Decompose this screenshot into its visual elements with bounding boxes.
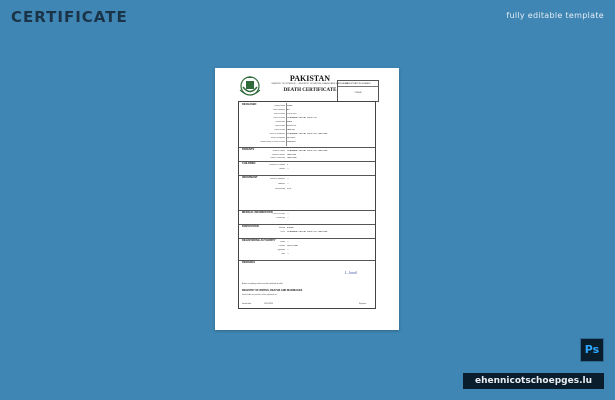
section-parents: PARENTS bbox=[242, 148, 255, 151]
field-value: 12/07/2023 bbox=[287, 113, 297, 115]
field-label: Date of Birth bbox=[275, 125, 285, 127]
field-label: Usual Occupation bbox=[270, 137, 285, 139]
field-value: MARRIED bbox=[287, 141, 296, 143]
field-value: KHAN bbox=[287, 105, 293, 107]
field-label: Place of Birth bbox=[274, 129, 285, 131]
field-label: Relationship bbox=[275, 188, 285, 190]
certificate-document bbox=[215, 68, 399, 330]
field-value: — bbox=[287, 178, 289, 180]
field-label: Address bbox=[278, 183, 285, 185]
photoshop-icon: Ps bbox=[580, 338, 604, 362]
field-value: RETIRED bbox=[287, 137, 296, 139]
field-label: Date of Death bbox=[273, 113, 285, 115]
page-title: CERTIFICATE bbox=[11, 8, 128, 26]
field-label: Signature bbox=[277, 249, 285, 251]
field-value: ISLAMABAD CAPITAL TERRITORY, PAKISTAN bbox=[287, 133, 328, 135]
page-subtitle: fully editable template bbox=[506, 11, 604, 20]
website-watermark: ehennicotschoepges.lu bbox=[463, 373, 604, 389]
section-remarks: REMARKS bbox=[242, 261, 256, 264]
registry-name: REGISTRY OF BIRTHS, DEATHS AND MARRIAGES bbox=[242, 289, 303, 292]
field-value: — bbox=[287, 183, 289, 185]
field-value: — bbox=[287, 249, 289, 251]
field-value: 03/02/1951 bbox=[287, 125, 297, 127]
fine-print: Issued under the provisions of the registration act. bbox=[242, 295, 278, 296]
ministry-line: MINISTRY OF INTERIOR — REGISTRY OF BIRTHS, DEATHS AND MARRIAGES bbox=[271, 83, 349, 85]
section-divider bbox=[239, 161, 375, 162]
issued-date-label: Issued date bbox=[242, 303, 252, 305]
pakistan-emblem-icon bbox=[237, 74, 263, 98]
section-deceased: DECEASED bbox=[242, 103, 257, 106]
field-value: — bbox=[287, 217, 289, 219]
section-disposition: DISPOSITION bbox=[242, 225, 259, 228]
field-label: Date bbox=[281, 253, 285, 255]
certificate-form bbox=[238, 101, 376, 309]
section-registering-authority: REGISTERING AUTHORITY bbox=[242, 239, 276, 242]
field-value: MALE bbox=[287, 121, 293, 123]
field-label: Family Name bbox=[274, 105, 285, 107]
field-value: — bbox=[287, 241, 289, 243]
country-name: PAKISTAN bbox=[289, 74, 331, 83]
field-label: Place of Death bbox=[273, 117, 285, 119]
field-value: PAKISTAN bbox=[287, 153, 297, 156]
field-label: Names bbox=[279, 167, 285, 170]
field-label: Cause of Death bbox=[272, 213, 285, 215]
field-value: REGISTRAR bbox=[287, 245, 299, 247]
field-value: SON bbox=[287, 188, 292, 190]
registration-number: 176490 bbox=[354, 92, 362, 94]
field-label: Marital Status at Time of Death bbox=[260, 141, 285, 143]
field-label: Position bbox=[278, 245, 285, 247]
registration-label: REGISTRATION NUMBER bbox=[338, 83, 378, 87]
field-label: Gender/Sex bbox=[275, 121, 285, 123]
section-medical: MEDICAL INFORMATION bbox=[242, 211, 273, 214]
field-label: Name of Informant bbox=[270, 178, 285, 180]
field-value: ISLAMABAD CAPITAL TERRITORY, PAKISTAN bbox=[287, 231, 328, 233]
field-label: Name of Mother bbox=[272, 153, 285, 156]
field-label: Place bbox=[280, 231, 285, 233]
field-value: ISLAMABAD CAPITAL TERRITORY bbox=[287, 117, 318, 119]
document-title: DEATH CERTIFICATE bbox=[283, 88, 337, 93]
section-informant: INFORMANT bbox=[242, 176, 258, 179]
section-divider bbox=[239, 147, 375, 148]
issued-date-value: 19/07/2023 bbox=[264, 303, 273, 305]
field-label: Place of Residence bbox=[269, 133, 285, 135]
field-label: Certified by bbox=[275, 217, 285, 219]
field-value: LAHORE bbox=[287, 129, 295, 131]
field-value: ALI bbox=[287, 109, 290, 111]
field-label: Method bbox=[279, 227, 285, 229]
field-label: Number of Children bbox=[269, 164, 285, 166]
section-divider bbox=[239, 224, 375, 225]
registration-box bbox=[337, 80, 379, 102]
remarks-note: Before accepting, make sure this certificate is valid. bbox=[242, 283, 283, 285]
field-label: Name bbox=[280, 241, 285, 243]
field-value: — bbox=[287, 167, 289, 170]
field-label: Given Name(s) bbox=[272, 109, 285, 111]
field-value: BURIAL bbox=[287, 227, 294, 229]
field-label: Father Citizenship bbox=[270, 157, 285, 159]
field-value: ISLAMABAD CAPITAL TERRITORY, PAKISTAN bbox=[287, 150, 328, 152]
field-value: 3 bbox=[287, 164, 289, 166]
registrar-signature: L.Jamil bbox=[345, 270, 358, 275]
field-label: Name of Father bbox=[272, 150, 285, 152]
section-divider bbox=[239, 175, 375, 176]
registrar-label: Registrar bbox=[359, 303, 367, 305]
field-value: PAKISTANI bbox=[287, 157, 297, 159]
section-children: CHILDREN bbox=[242, 162, 256, 165]
field-value: — bbox=[287, 253, 289, 255]
section-divider bbox=[239, 260, 375, 261]
field-value: — bbox=[287, 213, 289, 215]
